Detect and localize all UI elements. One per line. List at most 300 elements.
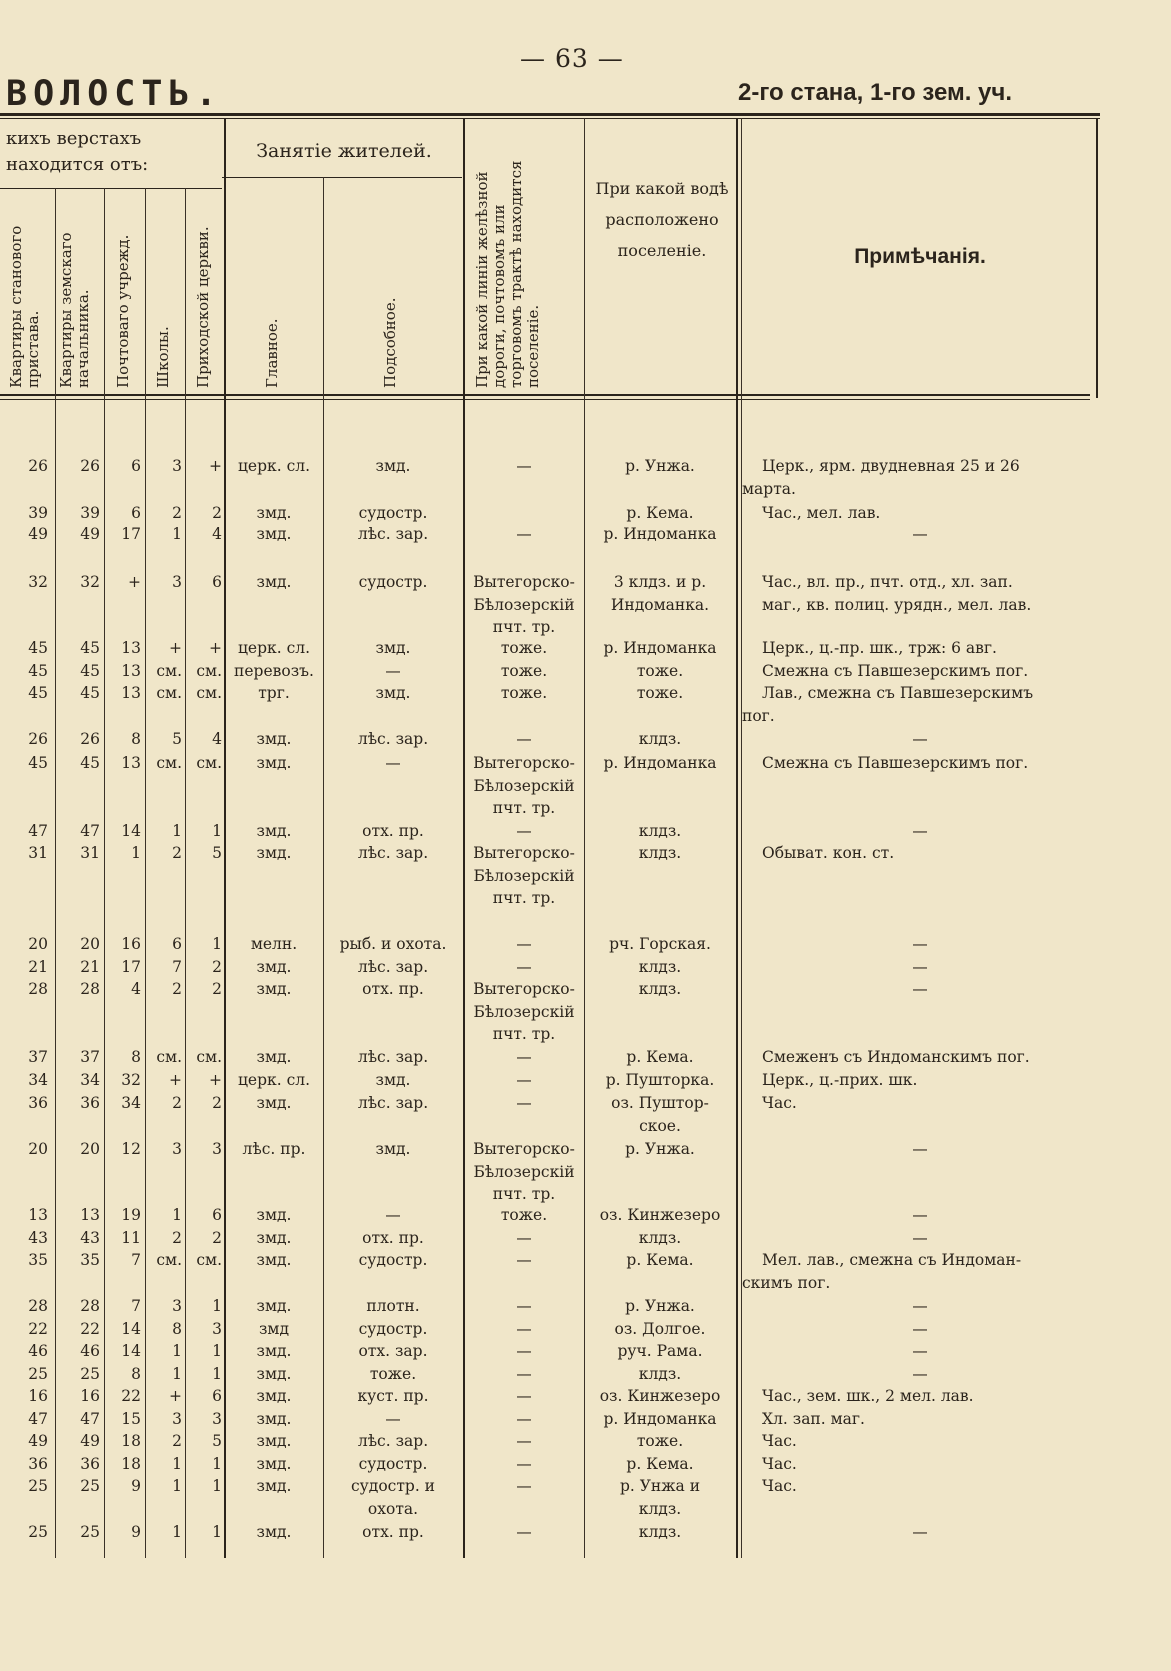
- cell-occ2: змд.: [375, 639, 411, 657]
- cell-note1: Обыват. кон. ст.: [762, 844, 895, 862]
- cell-occ1: змд.: [256, 1410, 292, 1428]
- cell-road: Вытегорско- Бѣлозерскій пчт. тр.: [473, 844, 575, 907]
- cell-d5: см.: [196, 754, 222, 772]
- cell-water1: тоже.: [636, 1432, 684, 1450]
- cell-occ2: судостр. и охота.: [350, 1477, 436, 1518]
- cell-occ1: змд.: [256, 844, 292, 862]
- cell-d1: 25: [28, 1523, 48, 1541]
- table-row: [0, 820, 1171, 840]
- cell-d5: 1: [212, 935, 222, 953]
- cell-d4: см.: [156, 754, 182, 772]
- cell-note1: —: [912, 1206, 928, 1224]
- distance-group-rule: [0, 188, 222, 189]
- cell-note1: Час., зем. шк., 2 мел. лав.: [762, 1387, 974, 1405]
- cell-occ2: лѣс. зар.: [357, 1094, 429, 1112]
- cell-water1: оз. Пуштор- ское.: [611, 1094, 709, 1135]
- cell-d5: 1: [212, 1477, 222, 1495]
- cell-road: —: [516, 958, 532, 976]
- cell-occ2: змд.: [375, 457, 411, 475]
- cell-note1: —: [912, 1229, 928, 1247]
- cell-water1: оз. Кинжезеро: [599, 1387, 721, 1405]
- cell-occ1: змд.: [256, 1432, 292, 1450]
- cell-occ1: церк. сл.: [237, 1071, 311, 1089]
- cell-note1: Час., вл. пр., пчт. отд., хл. зап. маг., кв. полиц. урядн., мел. лав.: [762, 573, 1032, 614]
- cell-occ2: —: [385, 662, 401, 680]
- cell-d2: 20: [80, 935, 100, 953]
- cell-occ1: змд.: [256, 1229, 292, 1247]
- cell-road: —: [516, 1251, 532, 1269]
- cell-water1: руч. Рама.: [617, 1342, 703, 1360]
- header-bottom-rule-thin: [0, 399, 1090, 400]
- cell-d3: 8: [131, 730, 141, 748]
- cell-water1: р. Унжа.: [625, 457, 695, 475]
- cell-road: —: [516, 1342, 532, 1360]
- cell-road: —: [516, 935, 532, 953]
- cell-road: —: [516, 525, 532, 543]
- cell-occ2: лѣс. зар.: [357, 525, 429, 543]
- cell-d2: 49: [80, 525, 100, 543]
- cell-d5: 6: [212, 1206, 222, 1224]
- table-row: [0, 1521, 1171, 1541]
- table-row: [0, 1227, 1171, 1247]
- cell-d1: 37: [28, 1048, 48, 1066]
- cell-road: Вытегорско- Бѣлозерскій пчт. тр.: [473, 980, 575, 1043]
- cell-d1: 46: [28, 1342, 48, 1360]
- col-divider: [1096, 118, 1098, 398]
- occupation-group-header: Занятіе жителей.: [256, 140, 432, 162]
- cell-d3: 13: [121, 684, 141, 702]
- cell-d5: 4: [212, 525, 222, 543]
- cell-d3: +: [128, 573, 141, 591]
- cell-water1: р. Кема.: [626, 1048, 694, 1066]
- cell-d5: 5: [212, 844, 222, 862]
- cell-d1: 36: [28, 1094, 48, 1112]
- cell-occ1: перевозъ.: [234, 662, 314, 680]
- cell-d4: 2: [172, 1094, 182, 1112]
- cell-d2: 31: [80, 844, 100, 862]
- col-header-cerkov: Приходской церкви.: [194, 226, 212, 388]
- cell-note1: —: [912, 822, 928, 840]
- cell-water1: клдз.: [638, 958, 682, 976]
- cell-d3: 13: [121, 754, 141, 772]
- cell-d2: 49: [80, 1432, 100, 1450]
- table-row: [0, 1092, 1171, 1135]
- cell-d5: +: [209, 1071, 222, 1089]
- cell-d1: 21: [28, 958, 48, 976]
- table-row: [0, 1340, 1171, 1360]
- cell-d4: 1: [172, 1477, 182, 1495]
- cell-occ2: тоже.: [369, 1365, 417, 1383]
- cell-d2: 45: [80, 754, 100, 772]
- table-row: [0, 502, 1171, 522]
- table-row: [0, 1204, 1171, 1224]
- cell-d1: 35: [28, 1251, 48, 1269]
- table-row: [0, 1475, 1171, 1518]
- cell-d4: 2: [172, 980, 182, 998]
- cell-water1: рч. Горская.: [609, 935, 711, 953]
- cell-note1: Смеженъ съ Индоманскимъ пог.: [762, 1048, 1030, 1066]
- cell-d3: 7: [131, 1297, 141, 1315]
- cell-d1: 20: [28, 935, 48, 953]
- cell-d4: см.: [156, 662, 182, 680]
- cell-water1: р. Индоманка: [603, 525, 717, 543]
- cell-d2: 45: [80, 684, 100, 702]
- cell-d3: 7: [131, 1251, 141, 1269]
- cell-d4: 1: [172, 1342, 182, 1360]
- cell-road: —: [516, 1432, 532, 1450]
- cell-occ2: отх. пр.: [362, 1523, 424, 1541]
- cell-d3: 15: [121, 1410, 141, 1428]
- cell-road: —: [516, 1365, 532, 1383]
- cell-d5: 1: [212, 1365, 222, 1383]
- cell-d2: 39: [80, 504, 100, 522]
- cell-d4: +: [169, 1387, 182, 1405]
- cell-d1: 49: [28, 1432, 48, 1450]
- cell-water1: клдз.: [638, 1229, 682, 1247]
- cell-d1: 31: [28, 844, 48, 862]
- cell-d2: 25: [80, 1477, 100, 1495]
- cell-d2: 35: [80, 1251, 100, 1269]
- cell-note1: —: [912, 935, 928, 953]
- cell-occ1: мелн.: [250, 935, 298, 953]
- cell-d2: 32: [80, 573, 100, 591]
- table-row: [0, 1453, 1171, 1473]
- cell-note1: —: [912, 958, 928, 976]
- cell-water1: р. Унжа.: [625, 1297, 695, 1315]
- cell-d3: 22: [121, 1387, 141, 1405]
- cell-note1: —: [912, 980, 928, 998]
- table-row: [0, 933, 1171, 953]
- cell-occ1: змд.: [256, 573, 292, 591]
- cell-d4: 2: [172, 504, 182, 522]
- cell-d3: 6: [131, 504, 141, 522]
- cell-water1: р. Унжа.: [625, 1140, 695, 1158]
- cell-d3: 17: [121, 525, 141, 543]
- cell-note1: Церк., ц.-пр. шк., трж: 6 авг.: [762, 639, 997, 657]
- cell-road: тоже.: [500, 639, 548, 657]
- cell-occ2: отх. пр.: [362, 1229, 424, 1247]
- cell-d3: 16: [121, 935, 141, 953]
- cell-d2: 37: [80, 1048, 100, 1066]
- cell-d3: 1: [131, 844, 141, 862]
- cell-d4: 2: [172, 1229, 182, 1247]
- col-divider: [104, 188, 105, 1558]
- cell-note1: —: [912, 730, 928, 748]
- cell-occ2: судостр.: [358, 1251, 428, 1269]
- cell-d4: см.: [156, 1251, 182, 1269]
- table-row: [0, 842, 1171, 907]
- cell-d5: 1: [212, 822, 222, 840]
- cell-d5: 1: [212, 1455, 222, 1473]
- cell-d1: 13: [28, 1206, 48, 1224]
- cell-d4: 3: [172, 1410, 182, 1428]
- cell-occ1: змд.: [256, 1251, 292, 1269]
- table-row: [0, 1249, 1171, 1292]
- table-top-rule-thin: [0, 118, 1100, 119]
- table-row: [0, 1069, 1171, 1089]
- cell-occ2: судостр.: [358, 1320, 428, 1338]
- cell-d2: 36: [80, 1455, 100, 1473]
- cell-occ1: лѣс. пр.: [242, 1140, 306, 1158]
- cell-occ1: змд.: [256, 980, 292, 998]
- cell-d4: 7: [172, 958, 182, 976]
- cell-d5: см.: [196, 662, 222, 680]
- cell-note1: Час.: [762, 1455, 797, 1473]
- cell-d1: 34: [28, 1071, 48, 1089]
- cell-d1: 28: [28, 980, 48, 998]
- cell-occ1: змд.: [256, 730, 292, 748]
- cell-d5: 2: [212, 980, 222, 998]
- cell-d3: 9: [131, 1477, 141, 1495]
- cell-note1: Мел. лав., смежна съ Индоман- скимъ пог.: [742, 1251, 1022, 1292]
- cell-d2: 36: [80, 1094, 100, 1112]
- cell-d5: 6: [212, 1387, 222, 1405]
- header-bottom-rule: [0, 394, 1090, 396]
- cell-d1: 25: [28, 1477, 48, 1495]
- cell-d3: 8: [131, 1365, 141, 1383]
- cell-d4: 2: [172, 1432, 182, 1450]
- cell-occ1: змд.: [256, 1206, 292, 1224]
- cell-occ1: змд.: [256, 1297, 292, 1315]
- cell-road: Вытегорско- Бѣлозерскій пчт. тр.: [473, 1140, 575, 1203]
- cell-occ1: змд.: [256, 1477, 292, 1495]
- table-row: [0, 978, 1171, 1043]
- cell-note1: —: [912, 1297, 928, 1315]
- cell-water1: р. Индоманка: [603, 639, 717, 657]
- cell-road: —: [516, 1410, 532, 1428]
- table-row: [0, 1408, 1171, 1428]
- cell-occ2: лѣс. зар.: [357, 958, 429, 976]
- cell-occ1: церк. сл.: [237, 457, 311, 475]
- cell-road: тоже.: [500, 1206, 548, 1224]
- table-top-rule: [0, 113, 1100, 116]
- cell-road: —: [516, 822, 532, 840]
- cell-d5: 5: [212, 1432, 222, 1450]
- cell-d1: 16: [28, 1387, 48, 1405]
- cell-occ2: змд.: [375, 1071, 411, 1089]
- cell-note1: —: [912, 1320, 928, 1338]
- cell-d1: 47: [28, 1410, 48, 1428]
- cell-road: —: [516, 457, 532, 475]
- cell-road: —: [516, 1320, 532, 1338]
- cell-d4: 3: [172, 1140, 182, 1158]
- col-header-notes: Примѣчанія.: [854, 245, 986, 268]
- col-header-water: При какой водѣ расположено поселеніе.: [595, 179, 729, 260]
- cell-water1: р. Индоманка: [603, 754, 717, 772]
- table-row: [0, 660, 1171, 680]
- cell-d5: см.: [196, 1251, 222, 1269]
- cell-d3: 32: [121, 1071, 141, 1089]
- cell-d3: 6: [131, 457, 141, 475]
- cell-road: —: [516, 1455, 532, 1473]
- cell-d5: +: [209, 457, 222, 475]
- cell-d4: 3: [172, 573, 182, 591]
- cell-occ2: судостр.: [358, 573, 428, 591]
- cell-water1: р. Кема.: [626, 1251, 694, 1269]
- cell-d1: 36: [28, 1455, 48, 1473]
- cell-occ2: —: [385, 754, 401, 772]
- cell-d3: 11: [121, 1229, 141, 1247]
- cell-d1: 22: [28, 1320, 48, 1338]
- table-row: [0, 455, 1171, 498]
- cell-occ2: судостр.: [358, 1455, 428, 1473]
- col-divider: [736, 118, 738, 1558]
- cell-d3: 8: [131, 1048, 141, 1066]
- table-row: [0, 1385, 1171, 1405]
- cell-d1: 32: [28, 573, 48, 591]
- table-row: [0, 752, 1171, 817]
- cell-d2: 28: [80, 1297, 100, 1315]
- cell-water1: клдз.: [638, 844, 682, 862]
- cell-d4: +: [169, 1071, 182, 1089]
- cell-d5: 3: [212, 1140, 222, 1158]
- cell-d4: 1: [172, 1206, 182, 1224]
- cell-occ2: лѣс. зар.: [357, 730, 429, 748]
- cell-d2: 43: [80, 1229, 100, 1247]
- table-row: [0, 682, 1171, 725]
- cell-d5: 2: [212, 1094, 222, 1112]
- cell-occ2: отх. пр.: [362, 980, 424, 998]
- cell-occ2: отх. пр.: [362, 822, 424, 840]
- cell-road: —: [516, 730, 532, 748]
- cell-d5: 2: [212, 958, 222, 976]
- col-header-podsobnoe: Подсобное.: [381, 297, 399, 388]
- cell-road: —: [516, 1297, 532, 1315]
- cell-road: —: [516, 1229, 532, 1247]
- cell-d3: 17: [121, 958, 141, 976]
- cell-d4: 1: [172, 1365, 182, 1383]
- cell-water1: клдз.: [638, 730, 682, 748]
- cell-occ2: куст. пр.: [357, 1387, 429, 1405]
- cell-d4: 3: [172, 1297, 182, 1315]
- cell-d1: 45: [28, 684, 48, 702]
- cell-note1: Церк., ярм. двудневная 25 и 26 марта.: [742, 457, 1020, 498]
- cell-occ1: церк. сл.: [237, 639, 311, 657]
- cell-d5: +: [209, 639, 222, 657]
- cell-d3: 12: [121, 1140, 141, 1158]
- cell-d1: 47: [28, 822, 48, 840]
- col-divider: [584, 118, 585, 1558]
- col-divider: [323, 177, 324, 1558]
- cell-d3: 14: [121, 822, 141, 840]
- cell-d5: 1: [212, 1523, 222, 1541]
- cell-occ2: —: [385, 1410, 401, 1428]
- cell-occ2: змд.: [375, 684, 411, 702]
- col-header-road: При какой линіи желѣзной дороги, почтовомъ или торговомъ трактѣ находится поселеніе.: [473, 160, 542, 388]
- cell-d2: 25: [80, 1365, 100, 1383]
- col-header-stan: Квартиры станового пристава.: [7, 225, 42, 388]
- col-header-pochta: Почтоваго учрежд.: [114, 234, 132, 388]
- cell-occ1: змд.: [256, 1048, 292, 1066]
- cell-occ1: змд.: [256, 1094, 292, 1112]
- cell-d5: 1: [212, 1342, 222, 1360]
- cell-d3: 9: [131, 1523, 141, 1541]
- cell-water1: р. Кема.: [626, 1455, 694, 1473]
- cell-d1: 28: [28, 1297, 48, 1315]
- cell-d3: 14: [121, 1342, 141, 1360]
- cell-occ1: змд.: [256, 504, 292, 522]
- cell-d4: 1: [172, 822, 182, 840]
- cell-water1: р. Кема.: [626, 504, 694, 522]
- cell-d4: см.: [156, 684, 182, 702]
- district-title: 2-го стана, 1-го зем. уч.: [738, 79, 1013, 106]
- cell-d2: 22: [80, 1320, 100, 1338]
- cell-d5: 3: [212, 1320, 222, 1338]
- cell-d4: 1: [172, 1455, 182, 1473]
- col-divider: [741, 118, 742, 1558]
- cell-d1: 26: [28, 730, 48, 748]
- cell-water1: р. Унжа и клдз.: [619, 1477, 701, 1518]
- cell-water1: клдз.: [638, 822, 682, 840]
- occupation-group-rule: [222, 177, 462, 178]
- cell-occ2: змд.: [375, 1140, 411, 1158]
- cell-water1: р. Индоманка: [603, 1410, 717, 1428]
- cell-d4: 6: [172, 935, 182, 953]
- distance-group-header: кихъ верстахъ находится отъ:: [6, 128, 149, 175]
- table-row: [0, 1046, 1171, 1066]
- cell-water1: клдз.: [638, 980, 682, 998]
- cell-d2: 16: [80, 1387, 100, 1405]
- cell-d2: 45: [80, 662, 100, 680]
- cell-d5: 2: [212, 504, 222, 522]
- cell-d2: 26: [80, 730, 100, 748]
- cell-note1: Смежна съ Павшезерскимъ пог.: [762, 754, 1029, 772]
- cell-d4: 1: [172, 525, 182, 543]
- cell-d3: 19: [121, 1206, 141, 1224]
- cell-d1: 49: [28, 525, 48, 543]
- cell-occ2: —: [385, 1206, 401, 1224]
- cell-occ1: змд.: [256, 525, 292, 543]
- cell-occ1: змд.: [256, 822, 292, 840]
- cell-d3: 34: [121, 1094, 141, 1112]
- cell-occ1: змд.: [256, 1455, 292, 1473]
- table-row: [0, 1295, 1171, 1315]
- cell-occ1: змд.: [256, 1342, 292, 1360]
- cell-occ1: змд.: [256, 754, 292, 772]
- cell-d2: 34: [80, 1071, 100, 1089]
- cell-d1: 45: [28, 639, 48, 657]
- cell-d5: 4: [212, 730, 222, 748]
- cell-d4: 5: [172, 730, 182, 748]
- cell-occ2: отх. зар.: [358, 1342, 428, 1360]
- cell-note1: —: [912, 1365, 928, 1383]
- cell-occ2: лѣс. зар.: [357, 844, 429, 862]
- cell-water1: 3 клдз. и р. Индоманка.: [610, 573, 710, 614]
- cell-d2: 28: [80, 980, 100, 998]
- cell-road: Вытегорско- Бѣлозерскій пчт. тр.: [473, 754, 575, 817]
- cell-occ1: змд.: [256, 958, 292, 976]
- table-row: [0, 637, 1171, 657]
- cell-d1: 39: [28, 504, 48, 522]
- table-row: [0, 728, 1171, 748]
- cell-occ2: лѣс. зар.: [357, 1432, 429, 1450]
- cell-note1: —: [912, 1140, 928, 1158]
- cell-note1: —: [912, 525, 928, 543]
- cell-d2: 21: [80, 958, 100, 976]
- cell-d4: 3: [172, 457, 182, 475]
- cell-d4: 8: [172, 1320, 182, 1338]
- cell-occ1: змд: [258, 1320, 290, 1338]
- cell-water1: клдз.: [638, 1365, 682, 1383]
- cell-road: тоже.: [500, 684, 548, 702]
- cell-d2: 47: [80, 822, 100, 840]
- cell-d2: 45: [80, 639, 100, 657]
- cell-road: Вытегорско- Бѣлозерскій пчт. тр.: [473, 573, 575, 636]
- cell-d5: 1: [212, 1297, 222, 1315]
- cell-road: —: [516, 1094, 532, 1112]
- cell-d3: 18: [121, 1432, 141, 1450]
- cell-road: —: [516, 1071, 532, 1089]
